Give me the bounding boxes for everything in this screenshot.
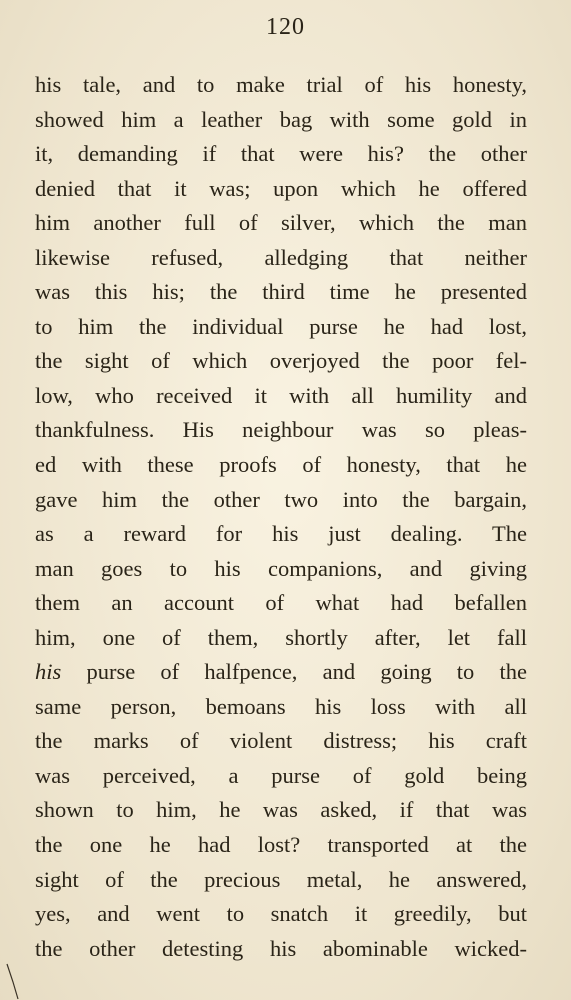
text-line: the marks of violent distress; his craft	[35, 728, 527, 754]
text-line: was perceived, a purse of gold being	[35, 762, 527, 788]
text-line: same person, bemoans his loss with all	[35, 693, 527, 719]
text-line: it, demanding if that were his? the other	[35, 141, 527, 167]
text-line: ed with these proofs of honesty, that he	[35, 452, 527, 478]
text-line: to him the individual purse he had lost,	[35, 313, 527, 339]
text-line: his tale, and to make trial of his honesty,	[35, 72, 527, 97]
text-line: him another full of silver, which the man	[35, 210, 527, 236]
text-line: the other detesting his abominable wicked-	[35, 935, 527, 961]
text-line: sight of the precious metal, he answered,	[35, 866, 527, 892]
text-line: them an account of what had befallen	[35, 590, 527, 616]
text-line: him, one of them, shortly after, let fall	[35, 624, 527, 650]
text-line: his purse of halfpence, and going to the	[35, 659, 527, 685]
page-number: 120	[266, 14, 305, 40]
text-line: was this his; the third time he presented	[35, 279, 527, 305]
text-line: thankfulness. His neighbour was so pleas-	[35, 417, 527, 443]
text-line: yes, and went to snatch it greedily, but	[35, 901, 527, 927]
text-line: as a reward for his just dealing. The	[35, 521, 527, 547]
text-line: the sight of which overjoyed the poor fel-	[35, 348, 527, 374]
text-line: likewise refused, alledging that neither	[35, 244, 527, 270]
text-line: showed him a leather bag with some gold in	[35, 106, 527, 132]
margin-pencil-mark	[6, 962, 20, 1000]
italic-word: his	[35, 659, 62, 685]
text-line: man goes to his companions, and giving	[35, 555, 527, 581]
text-line: gave him the other two into the bargain,	[35, 486, 527, 512]
body-text	[35, 68, 527, 966]
text-line: the one he had lost? transported at the	[35, 832, 527, 858]
text-line: low, who received it with all humility and	[35, 382, 527, 408]
text-line: denied that it was; upon which he offered	[35, 175, 527, 201]
text-line: shown to him, he was asked, if that was	[35, 797, 527, 823]
